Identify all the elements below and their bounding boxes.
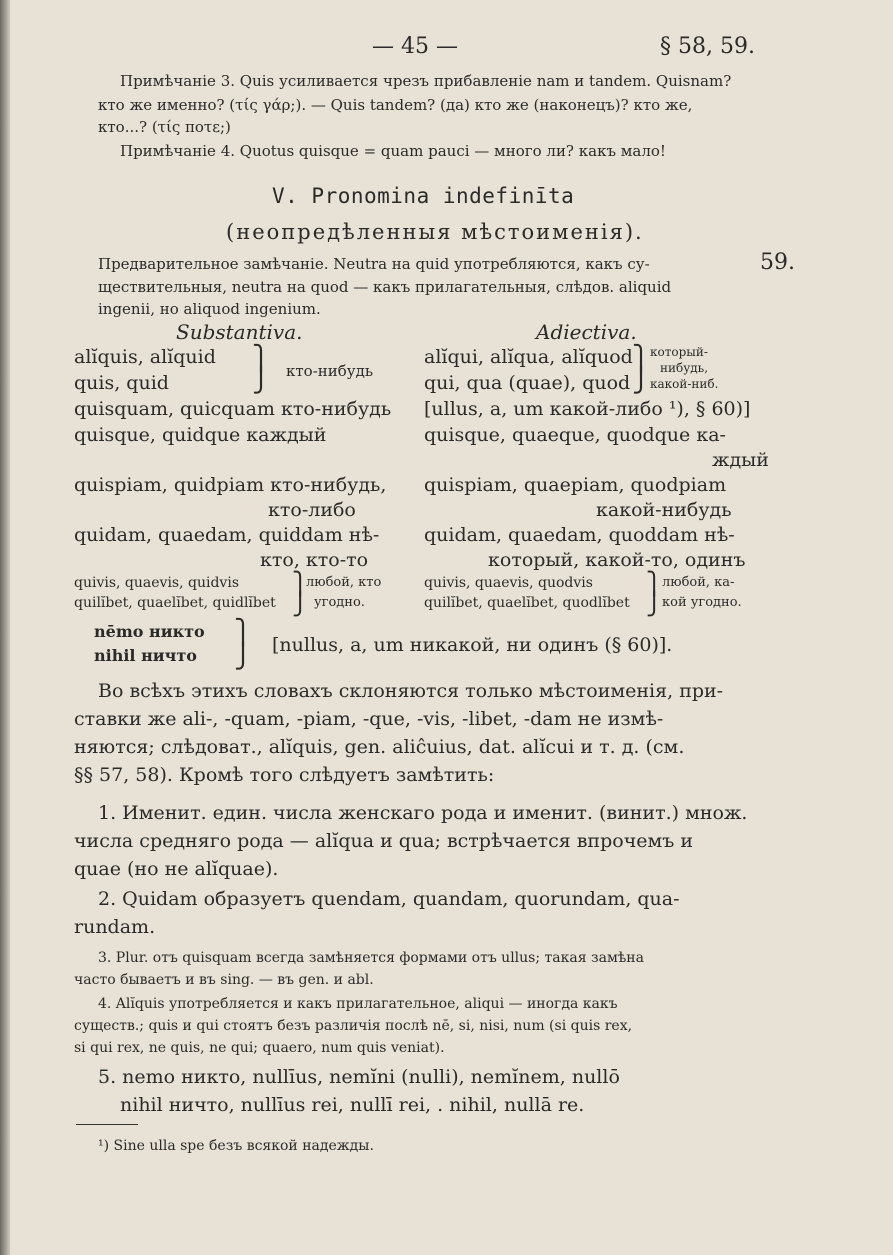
- body-line-1: Во всѣхъ этихъ словахъ склоняются только мѣстоименія, при-: [98, 680, 724, 702]
- brace: ⎭: [632, 366, 650, 394]
- brace: ⎫: [292, 572, 309, 597]
- margin-section-number: 59.: [760, 250, 795, 275]
- item-5-line-2: nihil ничто, nullīus rei, nullī rei, . nihil, nullā re.: [120, 1094, 585, 1116]
- footnote-rule: [76, 1124, 138, 1125]
- brace: ⎫: [252, 344, 270, 372]
- left-row-quispiam-cont: кто-либо: [268, 499, 356, 521]
- right-gloss-kotoryy: который-: [650, 345, 708, 359]
- left-row-quidam: quidam, quaedam, quiddam нѣ-: [74, 524, 380, 546]
- prelim-note-line-1: Предварительное замѣчаніе. Neutra на quid употребляются, какъ су-: [98, 255, 650, 273]
- body-line-2: ставки же ali-, -quam, -piam, -que, -vis, -libet, -dam не измѣ-: [74, 708, 664, 730]
- section-title: V. Pronomina indefinīta: [272, 184, 575, 208]
- footnote: ¹) Sine ulla spe безъ всякой надежды.: [98, 1138, 374, 1154]
- brace: ⎫: [632, 344, 650, 372]
- note-3-line-2: кто же именно? (τίς γάρ;). — Quis tandem? (да) кто же (наконецъ)? кто же,: [98, 96, 693, 114]
- right-gloss-lyuboy: любой, ка-: [662, 575, 735, 590]
- right-row-quidam: quidam, quaedam, quoddam нѣ-: [424, 524, 735, 546]
- left-gloss-ugodno: угодно.: [314, 595, 365, 610]
- body-line-4: §§ 57, 58). Кромѣ того слѣдуетъ замѣтить:: [74, 764, 495, 786]
- right-row-quidam-cont: который, какой-то, одинъ: [488, 549, 746, 571]
- right-row-aliqui: alĭqui, alĭqua, alĭquod: [424, 346, 633, 368]
- item-1-line-3: quae (но не alĭquae).: [74, 858, 279, 880]
- left-row-quilibet: quilĭbet, quaelĭbet, quidlĭbet: [74, 595, 276, 611]
- body-line-3: няются; слѣдоват., alĭquis, gen. aliĉuius, dat. alĭcui и т. д. (см.: [74, 736, 685, 758]
- item-5-line-1: 5. nemo никто, nullīus, nemĭni (nulli), nemĭnem, nullō: [98, 1066, 620, 1088]
- right-row-quisque-cont: ждый: [712, 449, 769, 471]
- note-3-line-1: Примѣчаніе 3. Quis усиливается чрезъ прибавленіе nam и tandem. Quisnam?: [120, 72, 732, 90]
- item-1-line-2: числа средняго рода — alĭqua и qua; встрѣчается впрочемъ и: [74, 830, 694, 852]
- item-2-line-2: rundam.: [74, 916, 156, 938]
- item-3-line-2: часто бываетъ и въ sing. — въ gen. и abl.: [74, 972, 374, 988]
- section-subtitle: (неопредѣленныя мѣстоименія).: [226, 220, 644, 244]
- adiectiva-header: Adiectiva.: [536, 320, 637, 344]
- item-3-line-1: 3. Plur. отъ quisquam всегда замѣняется формами отъ ullus; такая замѣна: [98, 950, 644, 966]
- brace: ⎭: [252, 366, 270, 394]
- brace: ⎫: [234, 618, 252, 646]
- brace: ⎫: [646, 572, 663, 597]
- left-row-quis: quis, quid: [74, 372, 169, 394]
- nemo-line: nēmo никто: [94, 622, 205, 641]
- prelim-note-line-2: ществительныя, neutra на quod — какъ прилагательныя, слѣдов. aliquid: [98, 278, 672, 296]
- right-row-quisque: quisque, quaeque, quodque ка-: [424, 424, 726, 446]
- left-row-quispiam: quispiam, quidpiam кто-нибудь,: [74, 474, 387, 496]
- right-row-ullus: [ullus, a, um какой-либо ¹), § 60)]: [424, 398, 751, 420]
- right-row-qui: qui, qua (quae), quod: [424, 372, 631, 394]
- note-4: Примѣчаніе 4. Quotus quisque = quam pauci — много ли? какъ мало!: [120, 142, 666, 160]
- right-row-quispiam-cont: какой-нибудь: [596, 499, 732, 521]
- prelim-note-line-3: ingenii, но aliquod ingenium.: [98, 300, 321, 318]
- right-row-quivis: quivis, quaevis, quodvis: [424, 575, 593, 591]
- item-4-line-3: si qui rex, ne quis, ne qui; quaero, num quis veniat).: [74, 1040, 445, 1056]
- page-edge-shadow: [0, 0, 10, 1255]
- left-row-quisque: quisque, quidque каждый: [74, 424, 327, 446]
- substantiva-header: Substantiva.: [176, 320, 303, 344]
- left-gloss-kto-nibud: кто-нибудь: [286, 362, 374, 380]
- left-row-quidam-cont: кто, кто-то: [260, 549, 369, 571]
- left-row-quisquam: quisquam, quicquam кто-нибудь: [74, 398, 392, 420]
- left-row-quivis: quivis, quaevis, quidvis: [74, 575, 239, 591]
- right-row-quispiam: quispiam, quaepiam, quodpiam: [424, 474, 727, 496]
- item-4-line-1: 4. Alĭquis употребляется и какъ прилагательное, aliqui — иногда какъ: [98, 996, 618, 1012]
- book-page: [24, 0, 884, 1255]
- item-2-line-1: 2. Quidam образуетъ quendam, quandam, quorundam, qua-: [98, 888, 680, 910]
- brace: ⎭: [646, 592, 663, 617]
- brace: ⎭: [292, 592, 309, 617]
- item-4-line-2: существ.; quis и qui стоятъ безъ различія послѣ nē, si, nisi, num (si quis rex,: [74, 1018, 633, 1034]
- right-row-quilibet: quilĭbet, quaelĭbet, quodlĭbet: [424, 595, 630, 611]
- section-reference: § 58, 59.: [660, 34, 755, 59]
- page-number: — 45 —: [372, 34, 458, 59]
- brace: ⎭: [234, 642, 252, 670]
- right-gloss-nibud: нибудь,: [660, 361, 709, 375]
- right-gloss-kakoy-nib: какой-ниб.: [650, 377, 719, 391]
- left-gloss-lyuboy: любой, кто: [306, 575, 382, 590]
- right-gloss-koy-ugodno: кой угодно.: [662, 595, 742, 610]
- left-row-aliquis: alĭquis, alĭquid: [74, 346, 216, 368]
- note-3-line-3: кто...? (τίς ποτε;): [98, 118, 231, 136]
- nullus-note: [nullus, a, um никакой, ни одинъ (§ 60)].: [272, 634, 673, 656]
- item-1-line-1: 1. Именит. един. числа женскаго рода и именит. (винит.) множ.: [98, 802, 748, 824]
- nihil-line: nihil ничто: [94, 646, 197, 665]
